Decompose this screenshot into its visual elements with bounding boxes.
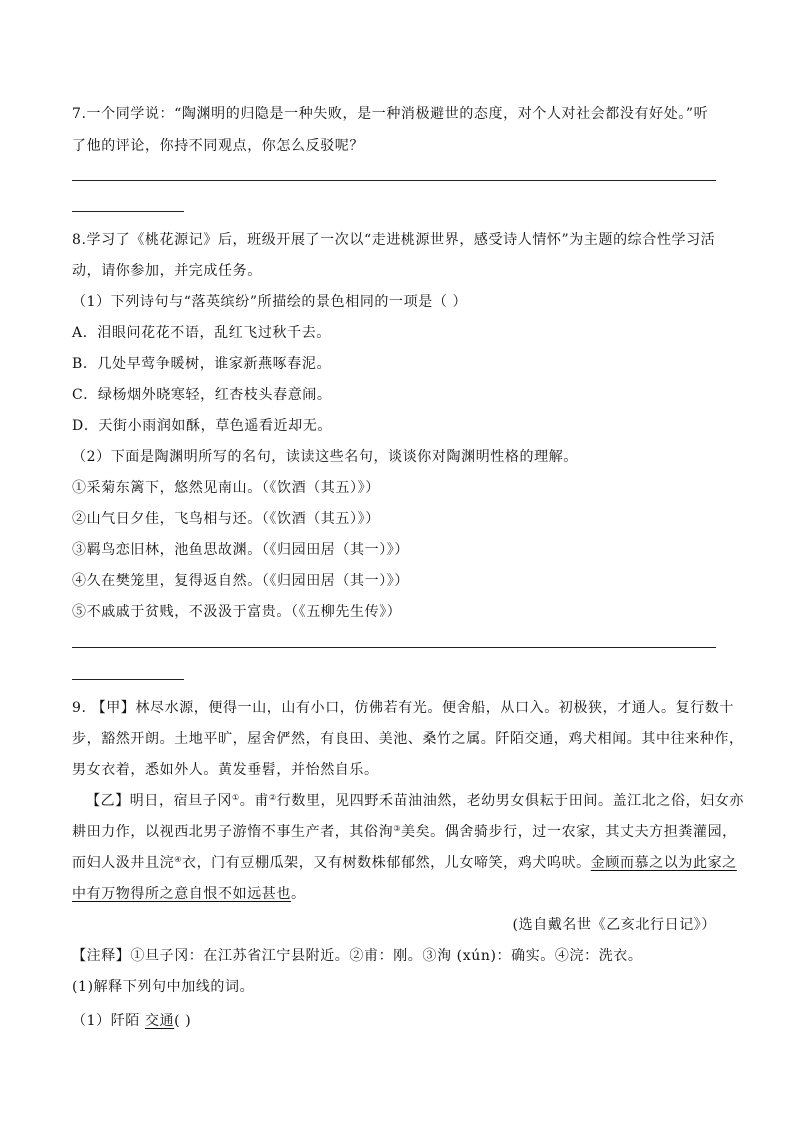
footnote-marker: ②	[268, 793, 277, 802]
footnote-marker: ④	[174, 855, 182, 864]
q8-line-2: 动，请你参加，并完成任务。	[72, 263, 262, 279]
answer-line[interactable]	[72, 647, 716, 648]
q9-sub1-stem: (1)解释下列句中加线的词。	[72, 979, 255, 995]
q7-line-2: 了他的评论，你持不同观点，你怎么反驳呢？	[72, 138, 364, 154]
q8-part2-stem: （2）下面是陶渊明所写的名句，读读这些名句，谈谈你对陶渊明性格的理解。	[72, 449, 578, 465]
underlined-sentence: 金顾而慕之以为此家之	[590, 855, 737, 871]
answer-line[interactable]	[72, 180, 716, 181]
footnote-marker: ①	[232, 793, 240, 802]
option-c[interactable]: C．绿杨烟外晓寒轻，红杏枝头春意闹。	[72, 387, 332, 403]
q8-part1-stem: （1）下列诗句与“落英缤纷”所描绘的景色相同的一项是（ ）	[72, 294, 468, 310]
underlined-sentence: 中有万物得所之意自恨不如远甚也	[72, 886, 291, 902]
quote-5: ⑤不戚戚于贫贱，不汲汲于富贵。（《五柳先生传》）	[72, 604, 402, 620]
source-citation: (选自戴名世《乙亥北行日记》）	[512, 917, 716, 933]
option-b[interactable]: B．几处早莺争暖树，谁家新燕啄春泥。	[72, 356, 332, 372]
q9-yi-line-1: 【乙】明日，宿旦子冈①。甫②行数里，见四野禾苗油油然，老幼男女俱耘于田间。盖江北之俗，妇女亦	[86, 793, 744, 809]
quote-3: ③羁鸟恋旧林，池鱼思故渊。（《归园田居（其一）》）	[72, 542, 409, 558]
quote-1: ①采菊东篱下，悠然见南山。（《饮酒（其五）》）	[72, 480, 380, 496]
option-a[interactable]: A．泪眼问花花不语，乱红飞过秋千去。	[72, 325, 331, 341]
q9-jia-line-1: 9. 【甲】林尽水源，便得一山，山有小口，仿佛若有光。便舍船，从口入。初极狭，才通人。复行数十	[72, 700, 735, 716]
q9-item-1[interactable]: （1）阡陌 交通( )	[72, 1013, 192, 1029]
q8-line-1: 8.学习了《桃花源记》后，班级开展了一次以“走进桃源世界，感受诗人情怀”为主题的综合性学习活	[72, 232, 716, 248]
underlined-word: 交通	[144, 1013, 175, 1029]
notes: 【注释】①旦子冈：在江苏省江宁县附近。②甫：刚。③洵 (xún)：确实。④浣：洗衣。	[72, 948, 643, 964]
q9-jia-line-2: 步，豁然开朗。土地平旷，屋舍俨然，有良田、美池、桑竹之属。阡陌交通，鸡犬相闻。其中往来种作，	[72, 731, 744, 747]
q9-yi-line-3: 而妇人汲井且浣④衣，门有豆棚瓜架，又有树数株郁郁然，儿女啼笑，鸡犬呜吠。金顾而慕之以为此家之	[72, 855, 737, 871]
quote-4: ④久在樊笼里，复得返自然。（《归园田居（其一）》）	[72, 573, 409, 589]
q7-line-1: 7.一个同学说：“陶渊明的归隐是一种失败，是一种消极避世的态度，对个人对社会都没有好处。”听	[72, 106, 709, 122]
footnote-marker: ③	[393, 824, 401, 833]
q9-yi-line-4: 中有万物得所之意自恨不如远甚也。	[72, 886, 306, 902]
q9-jia-line-3: 男女衣着，悉如外人。黄发垂髫，并怡然自乐。	[72, 762, 379, 778]
q9-yi-line-2: 耕田力作，以视西北男子游惰不事生产者，其俗洵③美矣。偶舍骑步行，过一农家，其丈夫方担粪灌园，	[72, 824, 737, 840]
answer-line-end[interactable]	[72, 211, 184, 212]
option-d[interactable]: D．天街小雨润如酥，草色遥看近却无。	[72, 418, 333, 434]
answer-line-end[interactable]	[72, 679, 184, 680]
quote-2: ②山气日夕佳，飞鸟相与还。（《饮酒（其五）》）	[72, 511, 380, 527]
answer-blank: ( )	[174, 1013, 192, 1029]
